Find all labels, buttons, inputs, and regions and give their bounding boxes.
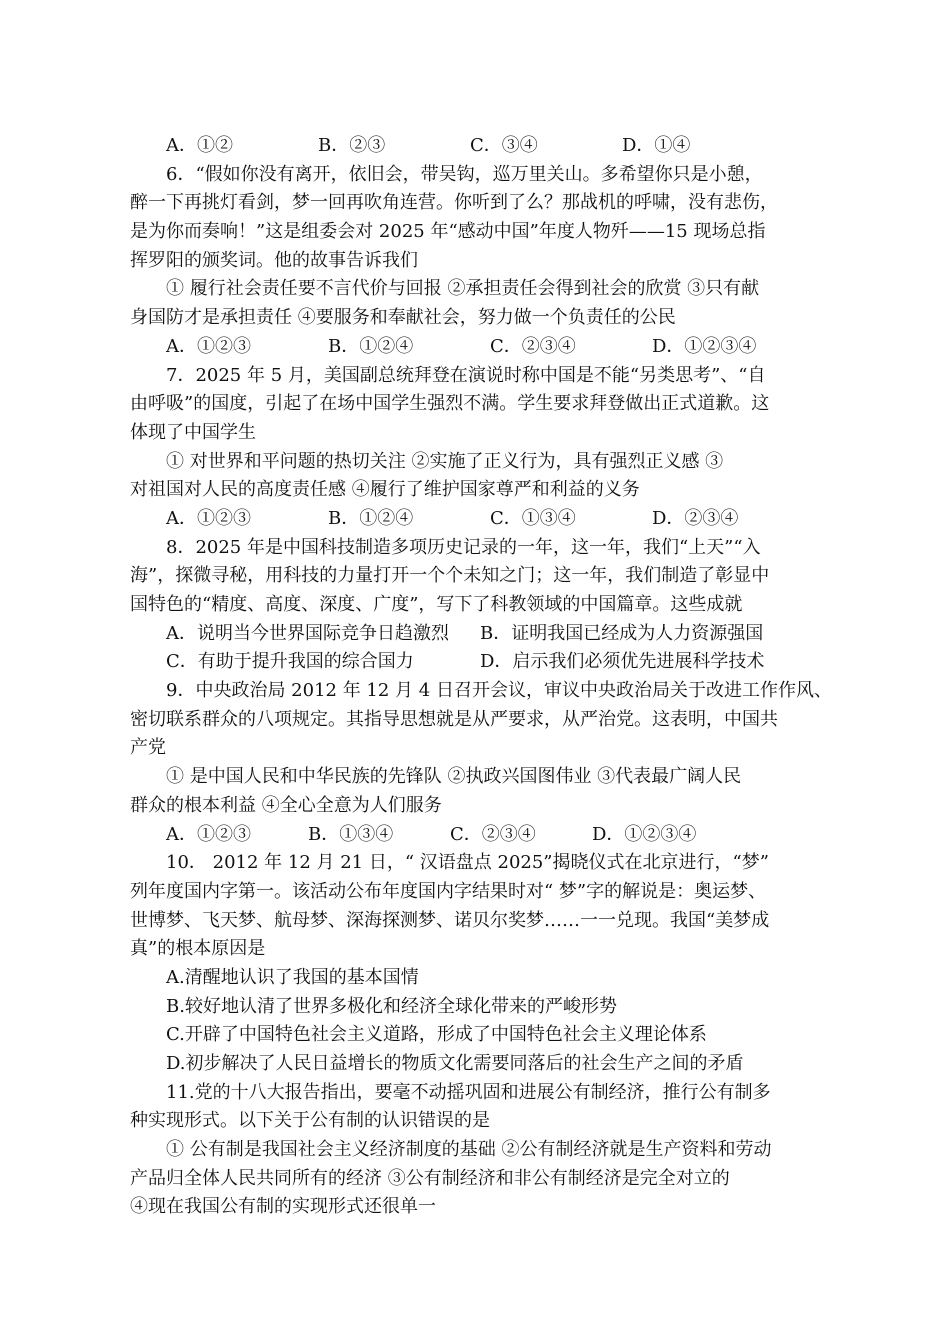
- q10-stem-line: 10． 2012 年 12 月 21 日，“ 汉语盘点 2025”揭晓仪式在北京进行，“梦”: [166, 852, 769, 874]
- q9-option-d[interactable]: D．①②③④: [592, 823, 697, 845]
- q6-option-b[interactable]: B．①②④: [328, 335, 414, 357]
- q5-option-d[interactable]: D．①④: [622, 135, 691, 156]
- q8-options-row: [130, 620, 822, 649]
- q7-stem-line: 由呼吸”的国度，引起了在场中国学生强烈不满。学生要求拜登做出正式道歉。这: [130, 393, 770, 415]
- q9-stem-line: 9．中央政治局 2012 年 12 月 4 日召开会议，审议中央政治局关于改进工作作风、: [166, 680, 832, 702]
- q9-stem-line: 密切联系群众的八项规定。其指导思想就是从严要求，从严治党。这表明，中国共: [130, 708, 778, 730]
- q7-option-b[interactable]: B．①②④: [328, 507, 414, 529]
- q6-stem-line: 醉一下再挑灯看剑，梦一回再吹角连营。你听到了么？那战机的呼啸，没有悲伤，: [130, 192, 778, 214]
- q11-statement-line: ④现在我国公有制的实现形式还很单一: [130, 1196, 436, 1218]
- q5-option-b[interactable]: B．②③: [318, 135, 386, 156]
- q6-option-c[interactable]: C．②③④: [490, 335, 576, 357]
- q9-option-c[interactable]: C．②③④: [450, 823, 536, 845]
- q8-stem-line: 8．2025 年是中国科技制造多项历史记录的一年，这一年，我们“上天”“入: [166, 536, 761, 558]
- q9-option-a[interactable]: A．①②③: [166, 823, 251, 845]
- q7-option-a[interactable]: A．①②③: [166, 507, 251, 529]
- q6-option-a[interactable]: A．①②③: [166, 335, 251, 357]
- q5-options: [130, 132, 822, 161]
- q5-option-a[interactable]: A．①②: [166, 135, 233, 156]
- q10-stem-line: 真”的根本原因是: [130, 938, 266, 960]
- q7-option-d[interactable]: D．②③④: [652, 507, 739, 529]
- q8-stem-line: 国特色的“精度、高度、深度、广度”，写下了科教领域的中国篇章。这些成就: [130, 594, 743, 615]
- q10-option-a[interactable]: A.清醒地认识了我国的基本国情: [166, 966, 419, 988]
- q11-stem-line: 种实现形式。以下关于公有制的认识错误的是: [130, 1110, 490, 1132]
- q8-option-a[interactable]: A．说明当今世界国际竞争日趋激烈: [166, 622, 449, 644]
- q9-stem-line: 产党: [130, 737, 166, 759]
- q11-statement-line: 产品归全体人民共同所有的经济 ③公有制经济和非公有制经济是完全对立的: [130, 1167, 730, 1189]
- q7-statement-line: ① 对世界和平问题的热切关注 ②实施了正义行为，具有强烈正义感 ③: [166, 450, 724, 472]
- q6-stem-line: 挥罗阳的颁奖词。他的故事告诉我们: [130, 249, 418, 271]
- q8-option-d[interactable]: D．启示我们必须优先进展科学技术: [480, 651, 765, 673]
- q11-statement-line: ① 公有制是我国社会主义经济制度的基础 ②公有制经济就是生产资料和劳动: [166, 1139, 772, 1161]
- q10-option-c[interactable]: C.开辟了中国特色社会主义道路，形成了中国特色社会主义理论体系: [166, 1024, 707, 1046]
- q8-options-row: [130, 648, 822, 677]
- q5-option-c[interactable]: C．③④: [470, 135, 538, 156]
- q6-options: [130, 333, 822, 362]
- q11-stem-line: 11.党的十八大报告指出，要毫不动摇巩固和进展公有制经济，推行公有制多: [166, 1081, 771, 1103]
- q6-stem-line: 6．“假如你没有离开，依旧会，带吴钩，巡万里关山。多希望你只是小憩，: [166, 163, 763, 185]
- q7-statement-line: 对祖国对人民的高度责任感 ④履行了维护国家尊严和利益的义务: [130, 479, 640, 501]
- q7-stem-line: 体现了中国学生: [130, 421, 256, 443]
- q6-statement-line: 身国防才是承担责任 ④要服务和奉献社会，努力做一个负责任的公民: [130, 307, 676, 329]
- q9-option-b[interactable]: B．①③④: [308, 823, 394, 845]
- q10-option-d[interactable]: D.初步解决了人民日益增长的物质文化需要同落后的社会生产之间的矛盾: [166, 1053, 744, 1074]
- q10-option-b[interactable]: B.较好地认清了世界多极化和经济全球化带来的严峻形势: [166, 995, 617, 1017]
- q7-options: [130, 505, 822, 534]
- q10-stem-line: 世博梦、飞天梦、航母梦、深海探测梦、诺贝尔奖梦……一一兑现。我国“美梦成: [130, 909, 770, 931]
- q7-option-c[interactable]: C．①③④: [490, 507, 576, 529]
- exam-page: [130, 132, 832, 1222]
- q10-stem-line: 列年度国内字第一。该活动公布年度国内字结果时对“ 梦”字的解说是：奥运梦、: [130, 880, 767, 902]
- q9-statement-line: ① 是中国人民和中华民族的先锋队 ②执政兴国图伟业 ③代表最广阔人民: [166, 766, 742, 788]
- q7-stem-line: 7．2025 年 5 月，美国副总统拜登在演说时称中国是不能“另类思考”、“自: [166, 364, 766, 386]
- q8-option-b[interactable]: B．证明我国已经成为人力资源强国: [480, 622, 764, 644]
- q6-option-d[interactable]: D．①②③④: [652, 335, 757, 357]
- q6-stem-line: 是为你而奏响！”这是组委会对 2025 年“感动中国”年度人物歼——15 现场总指: [130, 221, 766, 243]
- q9-options: [130, 821, 822, 850]
- q9-statement-line: 群众的根本利益 ④全心全意为人们服务: [130, 794, 442, 816]
- q8-option-c[interactable]: C．有助于提升我国的综合国力: [166, 651, 414, 673]
- q6-statement-line: ① 履行社会责任要不言代价与回报 ②承担责任会得到社会的欣赏 ③只有献: [166, 278, 760, 300]
- q8-stem-line: 海”，探微寻秘，用科技的力量打开一个个未知之门；这一年，我们制造了彰显中: [130, 565, 770, 587]
